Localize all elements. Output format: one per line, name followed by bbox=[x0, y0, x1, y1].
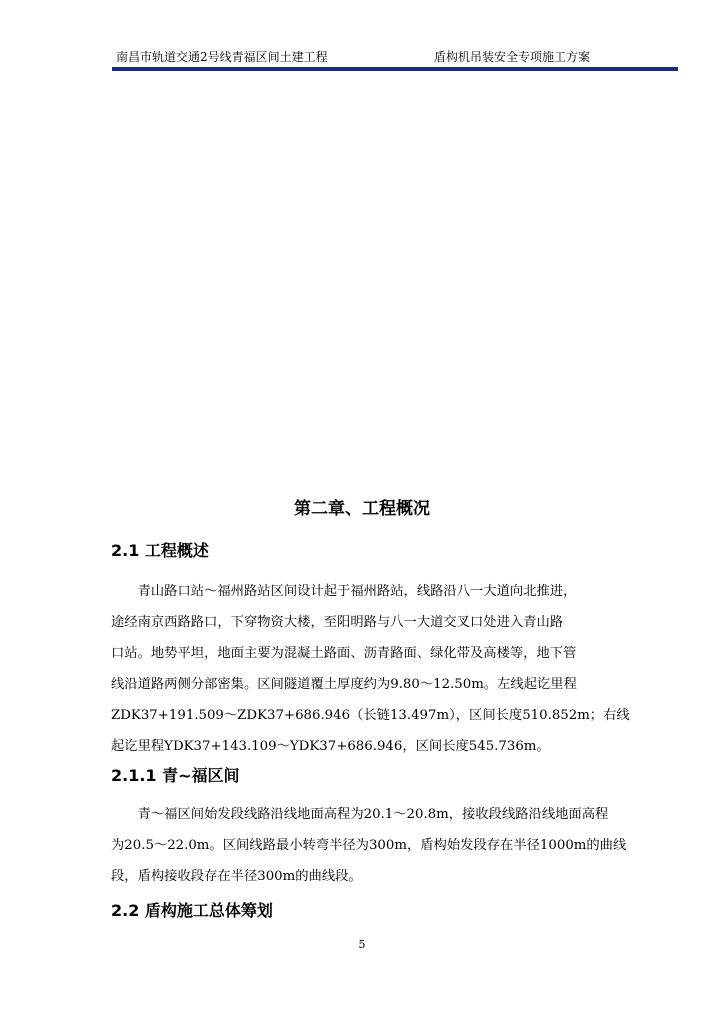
chapter-title-text: 第二章、工程概况 bbox=[294, 499, 430, 519]
chapter-title bbox=[0, 497, 724, 521]
paragraph-line: 口站。地势平坦，地面主要为混凝土路面、沥青路面、绿化带及高楼等，地下管 bbox=[111, 646, 577, 661]
section-2-1-1-paragraph bbox=[111, 799, 651, 892]
paragraph-line: 途经南京西路路口，下穿物资大楼，至阳明路与八一大道交叉口处进入青山路 bbox=[111, 615, 564, 630]
page-number: 5 bbox=[358, 938, 366, 951]
paragraph-line: 为20.5～22.0m。区间线路最小转弯半径为300m，盾构始发段存在半径1000m的曲线 bbox=[111, 838, 627, 853]
header-document-title: 盾构机吊装安全专项施工方案 bbox=[434, 50, 591, 64]
section-heading-2-2: 2.2 盾构施工总体筹划 bbox=[111, 901, 273, 920]
paragraph-line: 青～福区间始发段线路沿线地面高程为20.1～20.8m，接收段线路沿线地面高程 bbox=[111, 807, 609, 822]
section-2-1-paragraph bbox=[111, 576, 651, 762]
section-heading-2-1: 2.1 工程概述 bbox=[111, 541, 209, 560]
paragraph-line: 起讫里程YDK37+143.109～YDK37+686.946，区间长度545.736m。 bbox=[111, 739, 550, 754]
paragraph-line: ZDK37+191.509～ZDK37+686.946（长链13.497m），区间长度510.852m；右线 bbox=[111, 708, 630, 723]
header-rule bbox=[112, 67, 678, 71]
section-heading-2-1-1: 2.1.1 青~福区间 bbox=[111, 766, 240, 785]
header-project-title: 南昌市轨道交通2号线青福区间土建工程 bbox=[116, 50, 328, 64]
page-header bbox=[112, 49, 678, 65]
paragraph-line: 线沿道路两侧分部密集。区间隧道覆土厚度约为9.80～12.50m。左线起讫里程 bbox=[111, 677, 577, 692]
paragraph-line: 青山路口站～福州路站区间设计起于福州路站，线路沿八一大道向北推进， bbox=[111, 584, 577, 599]
paragraph-line: 段，盾构接收段存在半径300m的曲线段。 bbox=[111, 869, 362, 884]
